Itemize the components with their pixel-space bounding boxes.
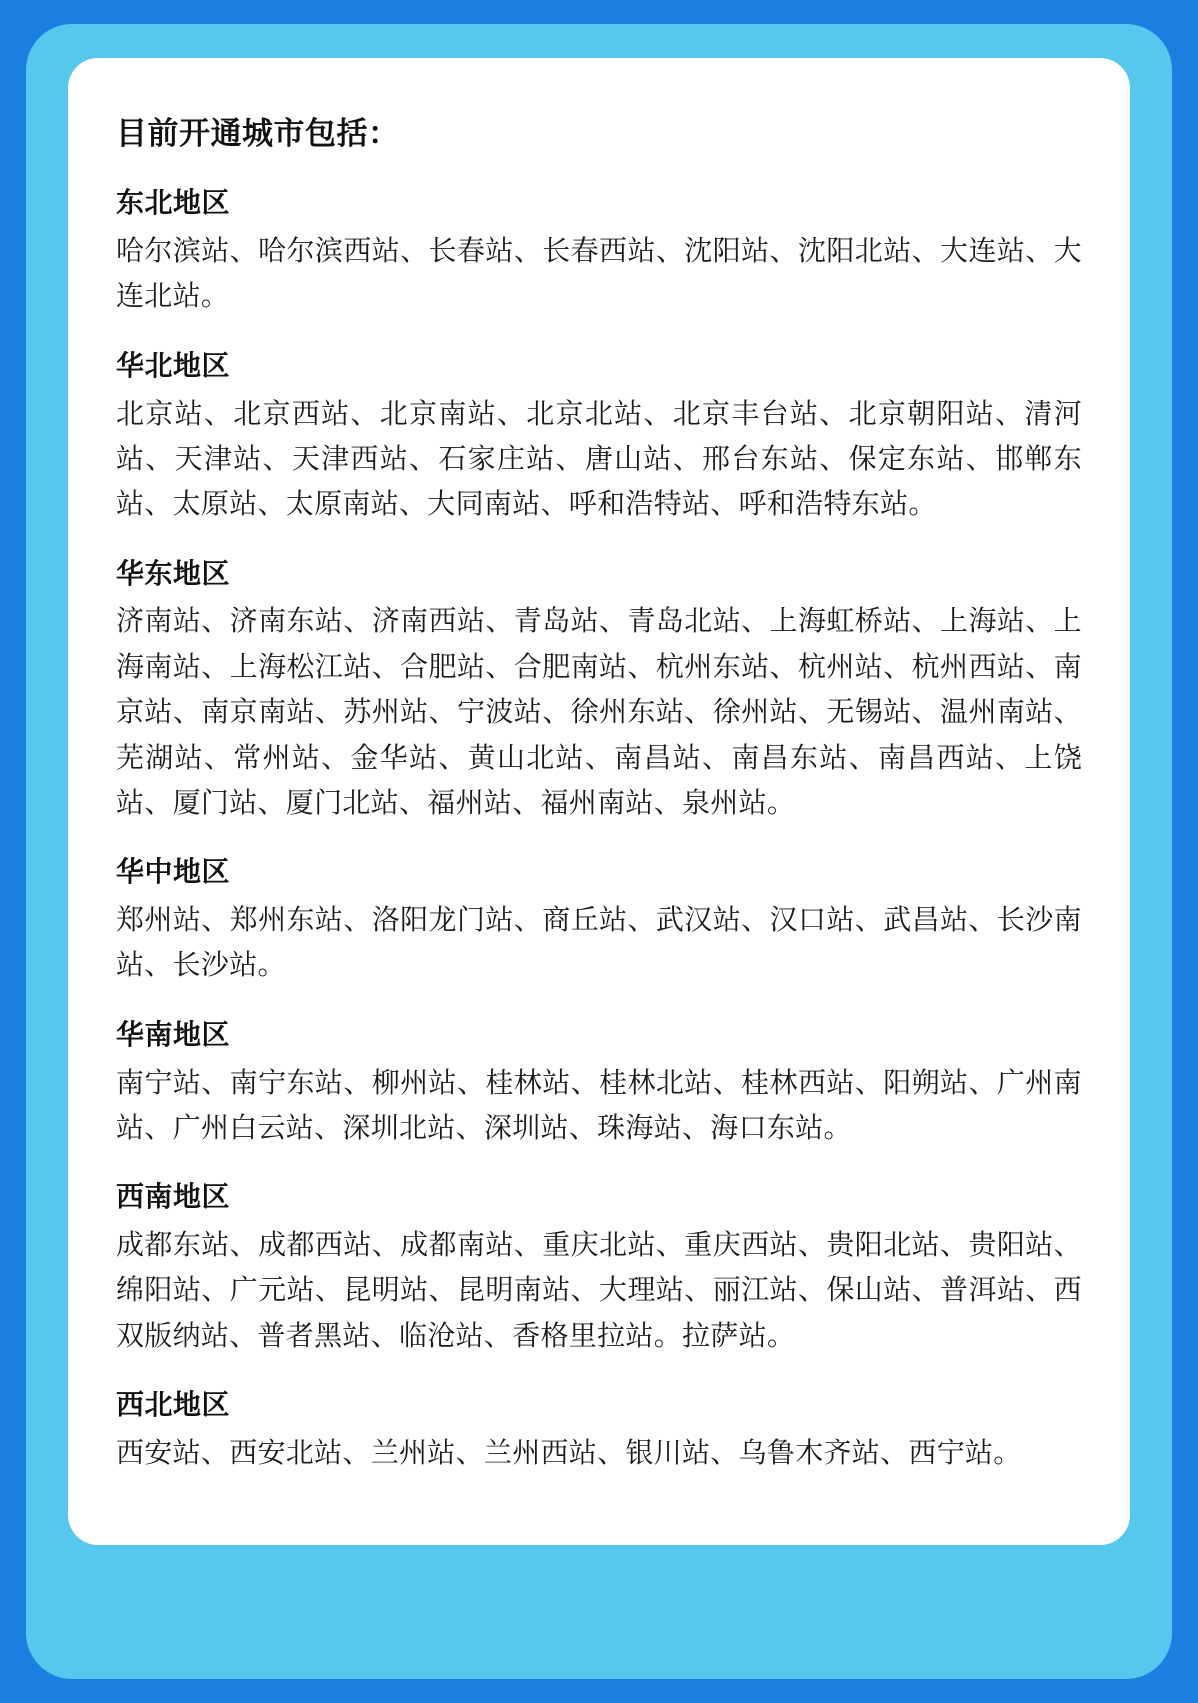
region-section-northeast [116, 184, 1082, 319]
content-card [68, 58, 1130, 1545]
region-stations: 北京站、北京西站、北京南站、北京北站、北京丰台站、北京朝阳站、清河站、天津站、天津西站、石家庄站、唐山站、邢台东站、保定东站、邯郸东站、太原站、太原南站、大同南站、呼和浩特站、呼和浩特东站。 [116, 397, 1082, 520]
region-title: 西南地区 [116, 1181, 231, 1213]
region-section-east [116, 555, 1082, 826]
region-stations: 哈尔滨站、哈尔滨西站、长春站、长春西站、沈阳站、沈阳北站、大连站、大连北站。 [116, 235, 1082, 312]
region-stations: 郑州站、郑州东站、洛阳龙门站、商丘站、武汉站、汉口站、武昌站、长沙南站、长沙站。 [116, 904, 1082, 981]
region-stations: 成都东站、成都西站、成都南站、重庆北站、重庆西站、贵阳北站、贵阳站、绵阳站、广元站、昆明站、昆明南站、大理站、丽江站、保山站、普洱站、西双版纳站、普者黑站、临沧站、香格里拉站。拉萨站。 [116, 1229, 1082, 1351]
region-title: 东北地区 [116, 187, 231, 219]
region-title: 华中地区 [116, 856, 231, 888]
region-section-south [116, 1016, 1082, 1151]
page-title: 目前开通城市包括： [116, 116, 400, 151]
region-title: 华北地区 [116, 349, 231, 381]
region-section-north [116, 347, 1082, 527]
region-section-northwest [116, 1386, 1082, 1475]
outer-card-frame [26, 24, 1172, 1679]
region-stations: 济南站、济南东站、济南西站、青岛站、青岛北站、上海虹桥站、上海站、上海南站、上海松江站、合肥站、合肥南站、杭州东站、杭州站、杭州西站、南京站、南京南站、苏州站、宁波站、徐州东站、徐州站、无锡站、温州南站、芜湖站、常州站、金华站、黄山北站、南昌站、南昌东站、南昌西站、上饶站、厦门站、厦门北站、福州站、福州南站、泉州站。 [116, 605, 1082, 818]
region-title: 西北地区 [116, 1389, 231, 1421]
region-stations: 南宁站、南宁东站、柳州站、桂林站、桂林北站、桂林西站、阳朔站、广州南站、广州白云站、深圳北站、深圳站、珠海站、海口东站。 [116, 1066, 1082, 1143]
region-title: 华东地区 [116, 557, 231, 589]
region-section-central [116, 853, 1082, 988]
region-section-southwest [116, 1178, 1082, 1358]
region-title: 华南地区 [116, 1018, 231, 1050]
region-stations: 西安站、西安北站、兰州站、兰州西站、银川站、乌鲁木齐站、西宁站。 [116, 1436, 1022, 1468]
